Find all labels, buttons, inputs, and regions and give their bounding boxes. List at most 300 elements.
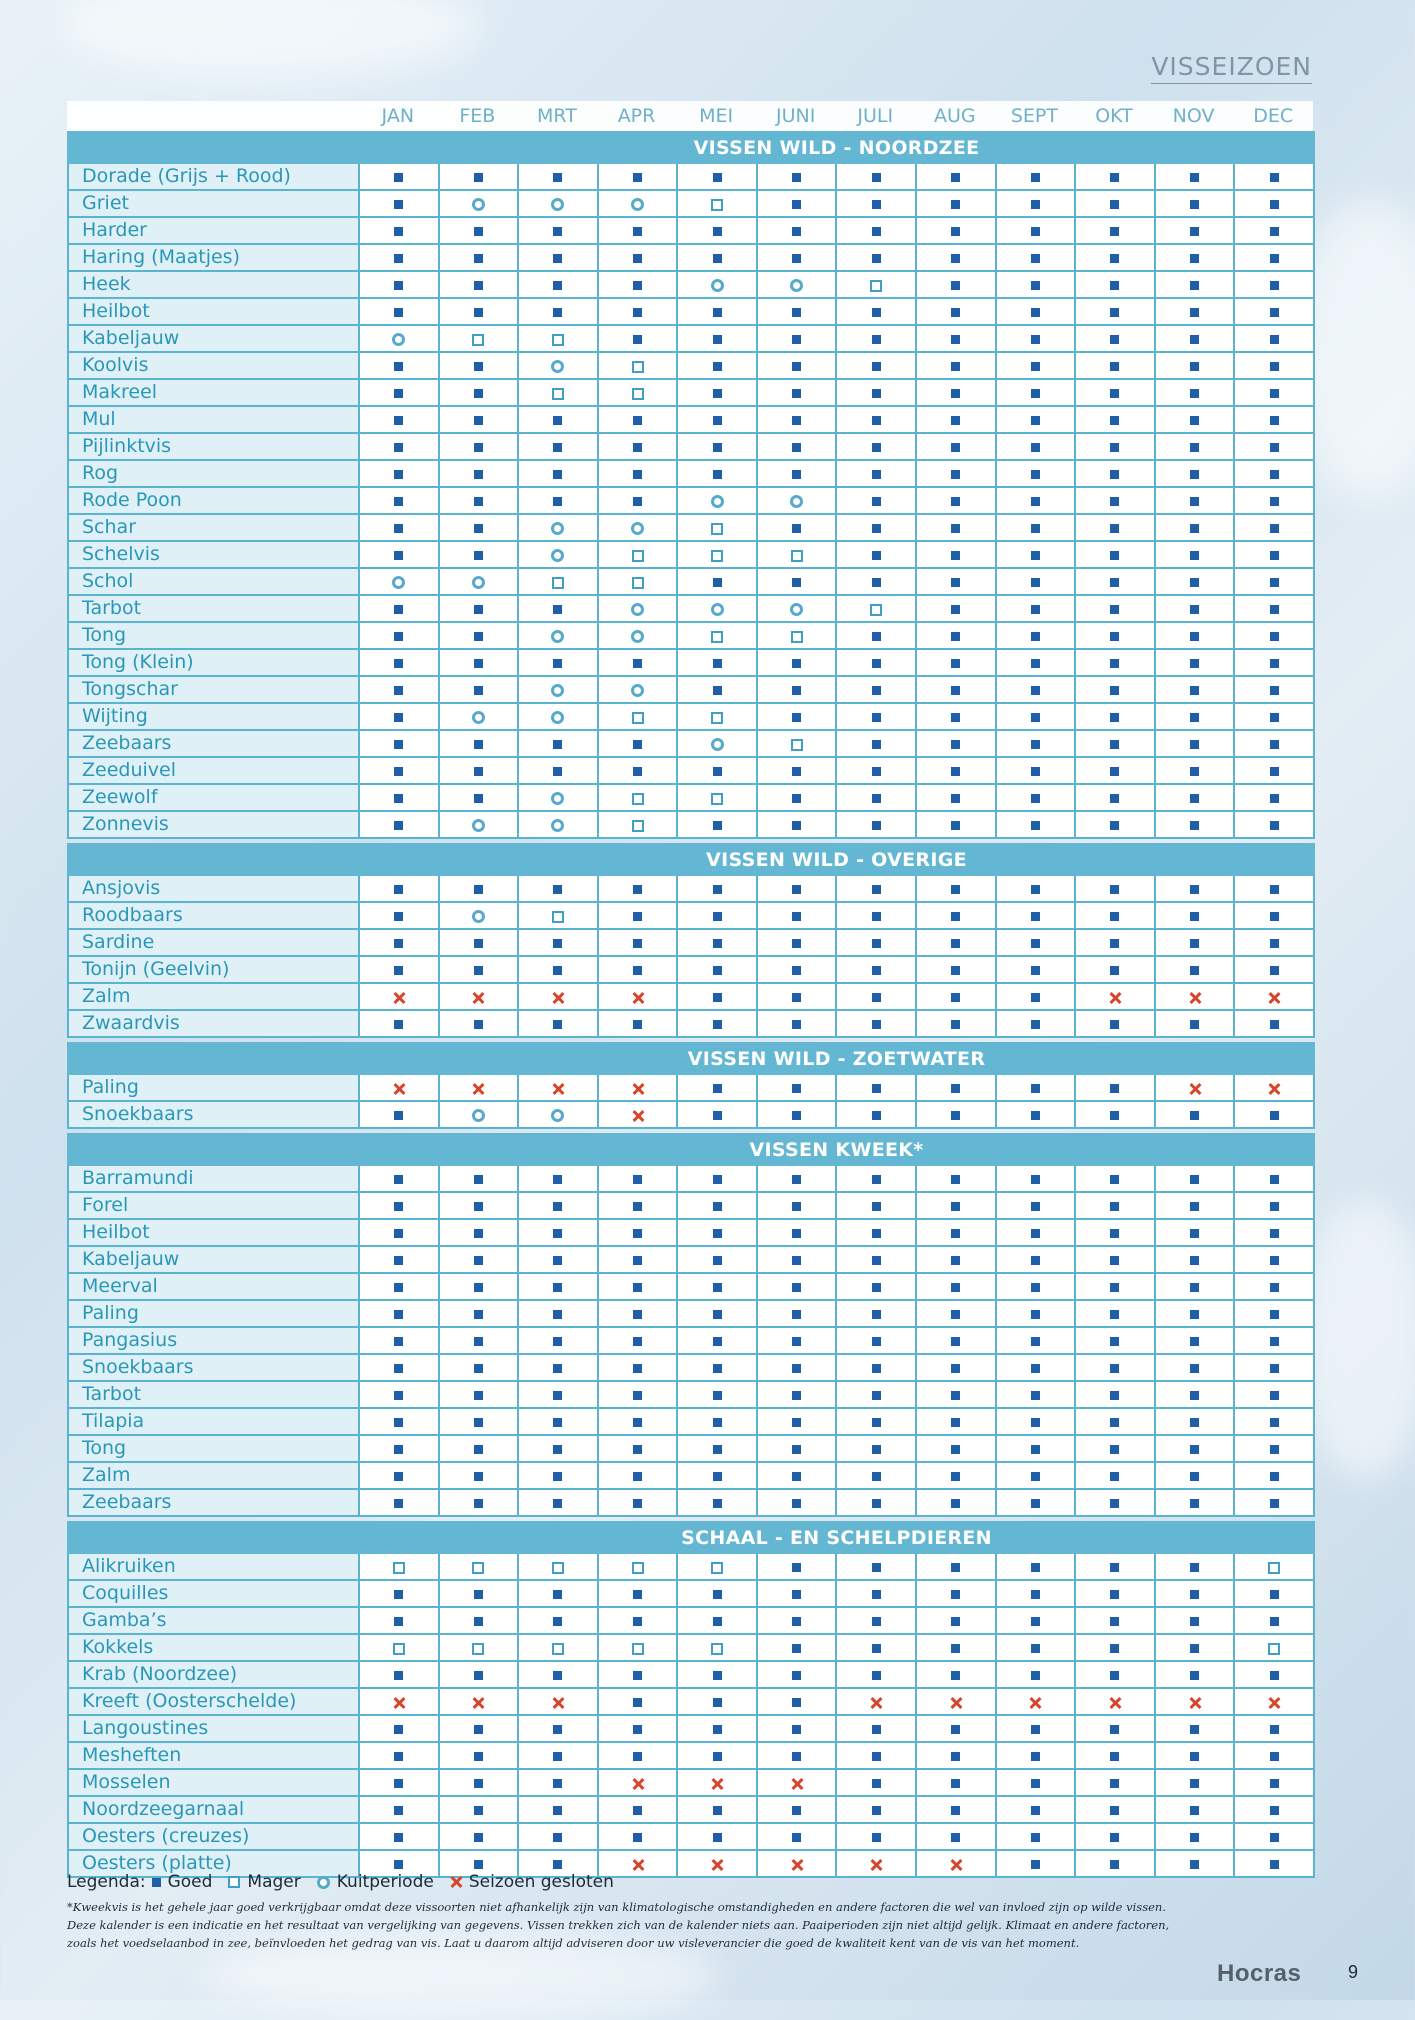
gesloten-mark-icon: [552, 1083, 564, 1095]
goed-mark-icon: [713, 1084, 722, 1093]
season-cell: [518, 649, 598, 676]
season-cell: [996, 784, 1076, 811]
table-row: [68, 190, 1314, 217]
table-row: [68, 1607, 1314, 1634]
goed-mark-icon: [474, 939, 483, 948]
footnote-line: Deze kalender is een indicatie en het resultaat van vergelijking van gegevens. Vissen trekken zich van de kalender niets aan. Paaiperioden zijn niet altijd gelijk. Klimaat en andere factoren,: [67, 1918, 1170, 1932]
goed-mark-icon: [553, 1590, 562, 1599]
season-cell: [439, 487, 519, 514]
season-cell: [518, 1580, 598, 1607]
goed-mark-icon: [1270, 686, 1279, 695]
season-cell: [598, 1580, 678, 1607]
fish-name: Schol: [68, 568, 359, 595]
season-cell: [677, 811, 757, 838]
goed-mark-icon: [1190, 1725, 1199, 1734]
season-cell: [677, 902, 757, 929]
season-cell: [359, 1661, 439, 1688]
mager-mark-icon: [791, 739, 803, 751]
season-cell: [1075, 649, 1155, 676]
season-cell: [518, 1796, 598, 1823]
goed-mark-icon: [951, 605, 960, 614]
goed-mark-icon: [713, 254, 722, 263]
goed-mark-icon: [872, 1364, 881, 1373]
fish-name: Krab (Noordzee): [68, 1661, 359, 1688]
goed-mark-icon: [1110, 1833, 1119, 1842]
goed-mark-icon: [553, 497, 562, 506]
fish-name: Roodbaars: [68, 902, 359, 929]
goed-mark-icon: [1270, 173, 1279, 182]
season-cell: [757, 1553, 837, 1580]
goed-mark-icon: [1190, 1617, 1199, 1626]
season-cell: [518, 875, 598, 902]
season-cell: [996, 460, 1076, 487]
season-cell: [439, 1010, 519, 1037]
season-cell: [677, 1219, 757, 1246]
season-cell: [677, 244, 757, 271]
season-cell: [677, 1354, 757, 1381]
goed-mark-icon: [1190, 281, 1199, 290]
season-cell: [518, 271, 598, 298]
season-cell: [836, 1381, 916, 1408]
season-cell: [359, 298, 439, 325]
season-cell: [757, 757, 837, 784]
table-row: [68, 163, 1314, 190]
section-title: VISSEN KWEEK*: [359, 1134, 1314, 1165]
season-cell: [518, 1192, 598, 1219]
goed-mark-icon: [553, 939, 562, 948]
legend-item: [228, 1872, 300, 1892]
goed-mark-icon: [553, 1472, 562, 1481]
mager-mark-icon: [632, 793, 644, 805]
goed-mark-icon: [553, 1310, 562, 1319]
season-cell: [1234, 1553, 1314, 1580]
table-row: [68, 298, 1314, 325]
goed-mark-icon: [474, 1256, 483, 1265]
goed-mark-icon: [1190, 1175, 1199, 1184]
kuit-mark-icon: [472, 576, 485, 589]
table-row: [68, 352, 1314, 379]
goed-mark-icon: [1031, 1256, 1040, 1265]
goed-mark-icon: [1190, 497, 1199, 506]
season-cell: [598, 1165, 678, 1192]
goed-mark-icon: [792, 686, 801, 695]
season-cell: [518, 379, 598, 406]
season-cell: [359, 1354, 439, 1381]
goed-mark-icon: [1031, 254, 1040, 263]
season-cell: [996, 757, 1076, 784]
goed-mark-icon: [394, 1725, 403, 1734]
season-cell: [836, 1435, 916, 1462]
goed-mark-icon: [1190, 551, 1199, 560]
season-cell: [1075, 433, 1155, 460]
season-cell: [598, 1796, 678, 1823]
goed-mark-icon: [1031, 281, 1040, 290]
goed-mark-icon: [872, 912, 881, 921]
season-cell: [836, 703, 916, 730]
season-cell: [757, 1850, 837, 1877]
goed-mark-icon: [792, 362, 801, 371]
season-cell: [1234, 703, 1314, 730]
goed-mark-icon: [553, 885, 562, 894]
season-cell: [996, 1462, 1076, 1489]
season-cell: [757, 1580, 837, 1607]
season-cell: [359, 487, 439, 514]
goed-mark-icon: [1031, 1499, 1040, 1508]
goed-mark-icon: [792, 578, 801, 587]
goed-mark-icon: [1031, 1202, 1040, 1211]
goed-mark-icon: [872, 1084, 881, 1093]
season-cell: [916, 1489, 996, 1516]
season-cell: [677, 1462, 757, 1489]
season-cell: [1234, 811, 1314, 838]
season-cell: [757, 983, 837, 1010]
season-cell: [1234, 433, 1314, 460]
season-cell: [916, 902, 996, 929]
goed-mark-icon: [951, 713, 960, 722]
goed-mark-icon: [1190, 1499, 1199, 1508]
season-cell: [439, 298, 519, 325]
season-cell: [996, 676, 1076, 703]
goed-mark-icon: [872, 497, 881, 506]
goed-mark-icon: [633, 1499, 642, 1508]
season-cell: [1155, 1246, 1235, 1273]
season-cell: [1155, 1300, 1235, 1327]
season-cell: [996, 983, 1076, 1010]
goed-mark-icon: [792, 966, 801, 975]
goed-mark-icon: [1110, 1084, 1119, 1093]
goed-mark-icon: [1270, 1020, 1279, 1029]
table-row: [68, 1823, 1314, 1850]
background-texture: [1300, 1200, 1415, 1480]
table-row: [68, 1462, 1314, 1489]
season-cell: [677, 730, 757, 757]
goed-mark-icon: [1270, 1833, 1279, 1842]
fish-name: Heek: [68, 271, 359, 298]
gesloten-mark-icon: [1109, 992, 1121, 1004]
kuit-mark-icon: [317, 1876, 330, 1889]
season-cell: [757, 703, 837, 730]
goed-mark-icon: [394, 1229, 403, 1238]
season-cell: [677, 1381, 757, 1408]
goed-mark-icon: [872, 794, 881, 803]
goed-mark-icon: [713, 389, 722, 398]
goed-mark-icon: [792, 912, 801, 921]
goed-mark-icon: [474, 470, 483, 479]
season-cell: [757, 875, 837, 902]
season-cell: [598, 1489, 678, 1516]
fish-name: Zeebaars: [68, 1489, 359, 1516]
goed-mark-icon: [1270, 1499, 1279, 1508]
season-cell: [916, 163, 996, 190]
season-cell: [677, 1715, 757, 1742]
season-cell: [1234, 784, 1314, 811]
season-cell: [1075, 1489, 1155, 1516]
goed-mark-icon: [951, 524, 960, 533]
season-cell: [1234, 1381, 1314, 1408]
season-cell: [518, 298, 598, 325]
goed-mark-icon: [792, 335, 801, 344]
table-row: [68, 1715, 1314, 1742]
goed-mark-icon: [1270, 1175, 1279, 1184]
season-cell: [1234, 649, 1314, 676]
goed-mark-icon: [1270, 1472, 1279, 1481]
goed-mark-icon: [1031, 1779, 1040, 1788]
goed-mark-icon: [872, 939, 881, 948]
goed-mark-icon: [633, 1418, 642, 1427]
goed-mark-icon: [713, 1283, 722, 1292]
season-cell: [996, 1742, 1076, 1769]
season-cell: [518, 1769, 598, 1796]
season-cell: [518, 352, 598, 379]
table-row: [68, 1580, 1314, 1607]
goed-mark-icon: [633, 335, 642, 344]
fish-name: Heilbot: [68, 1219, 359, 1246]
season-cell: [916, 1408, 996, 1435]
season-cell: [1234, 1074, 1314, 1101]
season-cell: [757, 514, 837, 541]
goed-mark-icon: [1031, 524, 1040, 533]
fish-name: Tong: [68, 622, 359, 649]
goed-mark-icon: [1190, 1563, 1199, 1572]
season-cell: [1075, 1408, 1155, 1435]
mager-mark-icon: [472, 1643, 484, 1655]
goed-mark-icon: [1110, 605, 1119, 614]
season-cell: [1155, 676, 1235, 703]
month-label: OKT: [1095, 105, 1133, 127]
goed-mark-icon: [1031, 821, 1040, 830]
season-cell: [1075, 1219, 1155, 1246]
season-cell: [598, 784, 678, 811]
goed-mark-icon: [394, 686, 403, 695]
goed-mark-icon: [1270, 1418, 1279, 1427]
goed-mark-icon: [1110, 659, 1119, 668]
fish-name: Harder: [68, 217, 359, 244]
goed-mark-icon: [394, 1020, 403, 1029]
goed-mark-icon: [713, 1671, 722, 1680]
goed-mark-icon: [394, 767, 403, 776]
goed-mark-icon: [394, 912, 403, 921]
goed-mark-icon: [1031, 767, 1040, 776]
season-cell: [598, 352, 678, 379]
goed-mark-icon: [394, 1617, 403, 1626]
season-cell: [677, 433, 757, 460]
goed-mark-icon: [1270, 1779, 1279, 1788]
fish-name: Makreel: [68, 379, 359, 406]
fish-name: Wijting: [68, 703, 359, 730]
goed-mark-icon: [872, 821, 881, 830]
goed-mark-icon: [1190, 524, 1199, 533]
season-cell: [439, 433, 519, 460]
goed-mark-icon: [1190, 821, 1199, 830]
season-cell: [996, 1219, 1076, 1246]
season-cell: [598, 1823, 678, 1850]
season-cell: [677, 190, 757, 217]
season-cell: [996, 1074, 1076, 1101]
goed-mark-icon: [1190, 632, 1199, 641]
season-cell: [518, 757, 598, 784]
goed-mark-icon: [1190, 1020, 1199, 1029]
mager-mark-icon: [632, 820, 644, 832]
goed-mark-icon: [553, 470, 562, 479]
season-cell: [916, 1607, 996, 1634]
season-cell: [1234, 217, 1314, 244]
season-cell: [518, 1435, 598, 1462]
fish-name: Tonijn (Geelvin): [68, 956, 359, 983]
goed-mark-icon: [713, 1833, 722, 1842]
season-cell: [677, 271, 757, 298]
fish-name: Noordzeegarnaal: [68, 1796, 359, 1823]
season-cell: [996, 956, 1076, 983]
goed-mark-icon: [792, 767, 801, 776]
goed-mark-icon: [394, 966, 403, 975]
goed-mark-icon: [1190, 740, 1199, 749]
season-cell: [359, 1408, 439, 1435]
goed-mark-icon: [633, 1698, 642, 1707]
goed-mark-icon: [1270, 740, 1279, 749]
season-cell: [757, 676, 837, 703]
season-cell: [916, 757, 996, 784]
table-row: [68, 1327, 1314, 1354]
season-cell: [1234, 1850, 1314, 1877]
goed-mark-icon: [474, 1229, 483, 1238]
goed-mark-icon: [1270, 1337, 1279, 1346]
month-header: [358, 101, 1313, 131]
fish-name: Schelvis: [68, 541, 359, 568]
season-cell: [757, 244, 837, 271]
goed-mark-icon: [872, 362, 881, 371]
goed-mark-icon: [872, 966, 881, 975]
season-cell: [359, 352, 439, 379]
season-cell: [996, 649, 1076, 676]
season-cell: [757, 1354, 837, 1381]
season-cell: [518, 1300, 598, 1327]
season-cell: [1155, 622, 1235, 649]
season-cell: [836, 298, 916, 325]
season-cell: [518, 1165, 598, 1192]
kuit-mark-icon: [392, 333, 405, 346]
gesloten-mark-icon: [632, 1083, 644, 1095]
season-cell: [439, 568, 519, 595]
season-cell: [598, 1010, 678, 1037]
season-cell: [996, 1101, 1076, 1128]
table-row: [68, 1354, 1314, 1381]
section-header-row: [68, 1522, 1314, 1553]
season-cell: [439, 1300, 519, 1327]
goed-mark-icon: [633, 1445, 642, 1454]
season-cell: [1155, 487, 1235, 514]
season-cell: [1075, 1823, 1155, 1850]
season-cell: [836, 1074, 916, 1101]
goed-mark-icon: [394, 1445, 403, 1454]
goed-mark-icon: [1190, 1202, 1199, 1211]
season-cell: [757, 1300, 837, 1327]
season-cell: [1075, 1273, 1155, 1300]
goed-mark-icon: [474, 1499, 483, 1508]
season-cell: [1075, 1661, 1155, 1688]
goed-mark-icon: [1031, 1020, 1040, 1029]
season-cell: [757, 929, 837, 956]
goed-mark-icon: [394, 1779, 403, 1788]
goed-mark-icon: [553, 966, 562, 975]
table-row: [68, 1435, 1314, 1462]
goed-mark-icon: [792, 1833, 801, 1842]
goed-mark-icon: [1190, 1111, 1199, 1120]
goed-mark-icon: [474, 1590, 483, 1599]
goed-mark-icon: [1031, 1229, 1040, 1238]
goed-mark-icon: [1110, 713, 1119, 722]
season-cell: [1155, 433, 1235, 460]
section-title: SCHAAL - EN SCHELPDIEREN: [359, 1522, 1314, 1553]
season-cell: [836, 983, 916, 1010]
season-cell: [916, 460, 996, 487]
season-cell: [677, 1796, 757, 1823]
goed-mark-icon: [1270, 362, 1279, 371]
background-texture: [60, 0, 480, 80]
goed-mark-icon: [1031, 605, 1040, 614]
gesloten-mark-icon: [632, 1110, 644, 1122]
season-cell: [518, 190, 598, 217]
season-cell: [1234, 1661, 1314, 1688]
season-cell: [916, 1327, 996, 1354]
season-cell: [598, 1715, 678, 1742]
goed-mark-icon: [474, 1860, 483, 1869]
goed-mark-icon: [474, 605, 483, 614]
fish-name: Oesters (platte): [68, 1850, 359, 1877]
goed-mark-icon: [792, 1256, 801, 1265]
season-cell: [757, 379, 837, 406]
season-cell: [996, 271, 1076, 298]
goed-mark-icon: [951, 335, 960, 344]
goed-mark-icon: [1031, 1590, 1040, 1599]
goed-mark-icon: [1270, 254, 1279, 263]
season-cell: [1234, 1219, 1314, 1246]
goed-mark-icon: [1190, 470, 1199, 479]
goed-mark-icon: [553, 1617, 562, 1626]
mager-mark-icon: [870, 280, 882, 292]
goed-mark-icon: [474, 794, 483, 803]
section-header-spacer: [68, 844, 359, 875]
goed-mark-icon: [633, 443, 642, 452]
goed-mark-icon: [1270, 1860, 1279, 1869]
goed-mark-icon: [951, 767, 960, 776]
goed-mark-icon: [792, 993, 801, 1002]
season-cell: [1234, 1165, 1314, 1192]
goed-mark-icon: [951, 1644, 960, 1653]
gesloten-mark-icon: [632, 1778, 644, 1790]
fish-name: Kabeljauw: [68, 325, 359, 352]
goed-mark-icon: [474, 632, 483, 641]
season-cell: [598, 1192, 678, 1219]
season-cell: [439, 325, 519, 352]
season-cell: [1234, 1607, 1314, 1634]
goed-mark-icon: [553, 1202, 562, 1211]
season-cell: [518, 541, 598, 568]
season-cell: [1155, 902, 1235, 929]
season-cell: [359, 271, 439, 298]
season-cell: [996, 1408, 1076, 1435]
season-cell: [757, 217, 837, 244]
season-cell: [916, 244, 996, 271]
goed-mark-icon: [1190, 1752, 1199, 1761]
season-cell: [1075, 595, 1155, 622]
mager-mark-icon: [711, 631, 723, 643]
table-row: [68, 1273, 1314, 1300]
season-cell: [359, 406, 439, 433]
goed-mark-icon: [1270, 200, 1279, 209]
fish-name: Oesters (creuzes): [68, 1823, 359, 1850]
goed-mark-icon: [1190, 200, 1199, 209]
season-cell: [359, 1607, 439, 1634]
